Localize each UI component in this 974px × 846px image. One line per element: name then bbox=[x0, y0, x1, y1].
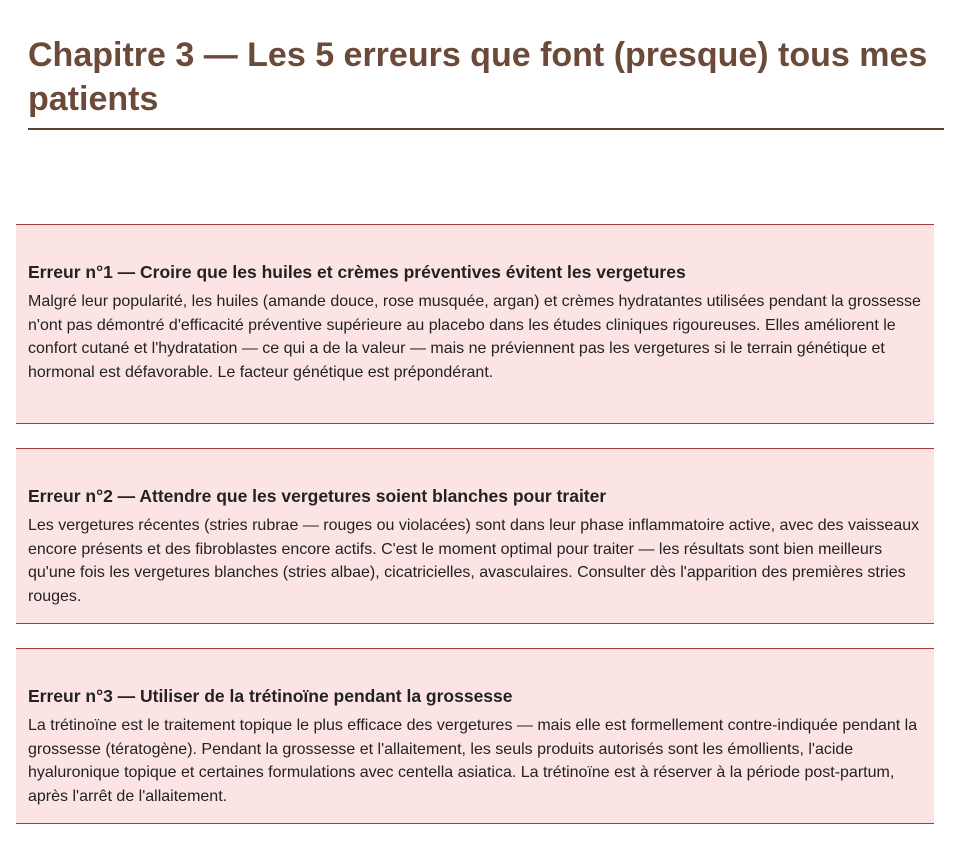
error-body-3: La trétinoïne est le traitement topique le plus efficace des vergetures — mais elle est formellement contre-indiquée pendant la grossesse (tératogène). Pendant la grossesse et l'allaitement, les seuls produits autorisés sont les émollients, l'acide hyaluronique topique et certaines formulations avec centella asiatica. La trétinoïne est à réserver à la période post-partum, après l'arrêt de l'allaitement. bbox=[28, 717, 918, 806]
error-body-2: Les vergetures récentes (stries rubrae — rouges ou violacées) sont dans leur phase inflammatoire active, avec des vaisseaux encore présents et des fibroblastes encore actifs. C'est le moment optimal pour traiter — les résultats sont bien meilleurs qu'une fois les vergetures blanches (stries albae), cicatricielles, avasculaires. Consulter dès l'apparition des premières stries rouges. bbox=[28, 517, 920, 606]
title-divider bbox=[28, 128, 944, 130]
error-title-2: Erreur n°2 — Attendre que les vergetures soient blanches pour traiter bbox=[28, 486, 607, 506]
error-title-3: Erreur n°3 — Utiliser de la trétinoïne pendant la grossesse bbox=[28, 686, 513, 706]
error-title-1: Erreur n°1 — Croire que les huiles et crèmes préventives évitent les vergetures bbox=[28, 262, 686, 282]
error-body-1: Malgré leur popularité, les huiles (amande douce, rose musquée, argan) et crèmes hydratantes utilisées pendant la grossesse n'ont pas démontré d'efficacité préventive supérieure au placebo dans les études cliniques rigoureuses. Elles améliorent le confort cutané et l'hydratation — ce qui a de la valeur — mais ne préviennent pas les vergetures si le terrain génétique et hormonal est défavorable. Le facteur génétique est prépondérant. bbox=[28, 293, 921, 382]
chapter-title: Chapitre 3 — Les 5 erreurs que font (presque) tous mes patients bbox=[28, 36, 928, 118]
error-box-1 bbox=[16, 224, 934, 424]
error-box-2 bbox=[16, 448, 934, 624]
error-box-3 bbox=[16, 648, 934, 824]
